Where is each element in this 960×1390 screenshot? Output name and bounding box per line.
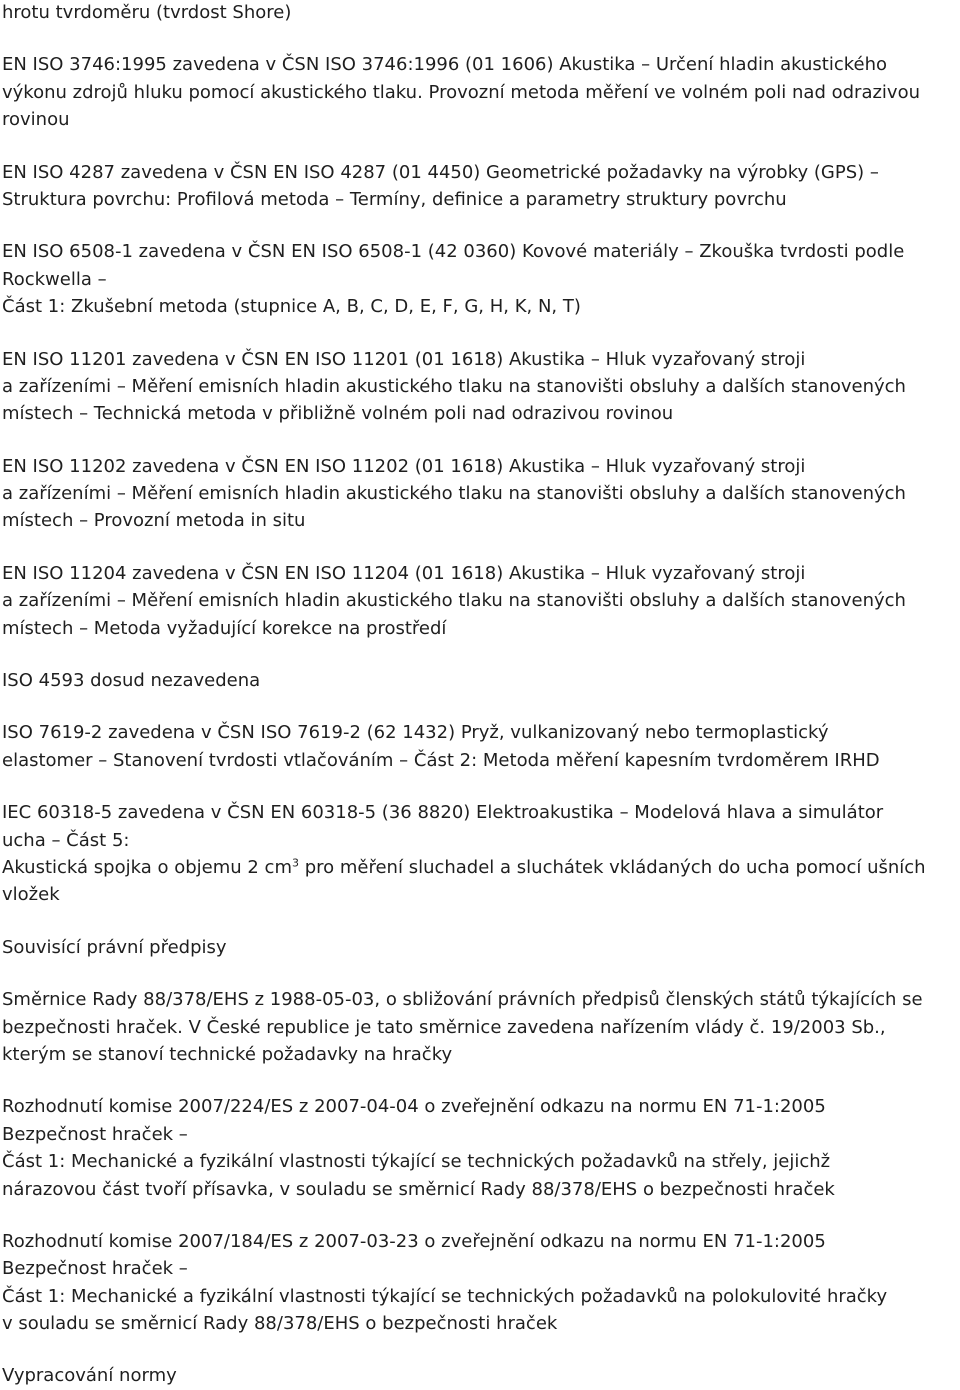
text-line: bezpečnosti hraček. V České republice je tato směrnice zavedena nařízením vlády č. 19/2003 Sb., [2,1016,886,1038]
text-line: EN ISO 11202 zavedena v ČSN EN ISO 11202 (01 1618) Akustika – Hluk vyzařovaný stroji [2,455,806,477]
text-line: Bezpečnost hraček – [2,1258,188,1280]
text-line: výkonu zdrojů hluku pomocí akustického tlaku. Provozní metoda měření ve volném poli nad odrazivou [2,81,920,103]
text-line: ucha – Část 5: [2,829,130,851]
text-line: EN ISO 11204 zavedena v ČSN EN ISO 11204 (01 1618) Akustika – Hluk vyzařovaný stroji [2,562,806,584]
text-line: EN ISO 11201 zavedena v ČSN EN ISO 11201 (01 1618) Akustika – Hluk vyzařovaný stroji [2,348,806,370]
text-line: Rozhodnutí komise 2007/224/ES z 2007-04-04 o zveřejnění odkazu na normu EN 71-1:2005 [2,1096,826,1118]
text-line: Bezpečnost hraček – [2,1123,188,1145]
text-line: Část 1: Mechanické a fyzikální vlastnosti týkající se technických požadavků na střely, jejichž [2,1151,831,1173]
text-line: a zařízeními – Měření emisních hladin akustického tlaku na stanovišti obsluhy a dalších stanovených [2,375,906,397]
text-line: Souvisící právní předpisy [2,936,227,958]
text-line: a zařízeními – Měření emisních hladin akustického tlaku na stanovišti obsluhy a dalších stanovených [2,590,906,612]
paragraph-en-iso-11201 [2,346,960,428]
text-line: hrotu tvrdoměru (tvrdost Shore) [2,2,292,23]
text-line: v souladu se směrnicí Rady 88/378/EHS o bezpečnosti hraček [2,1313,558,1335]
paragraph-decision-2007-184 [2,1228,960,1338]
text-line: místech – Technická metoda v přibližně volném poli nad odrazivou rovinou [2,403,674,425]
text-line: Struktura povrchu: Profilová metoda – Termíny, definice a parametry struktury povrchu [2,188,787,210]
text-line: ISO 7619-2 zavedena v ČSN ISO 7619-2 (62 1432) Pryž, vulkanizovaný nebo termoplastický [2,722,829,744]
text-segment: Akustická spojka o objemu 2 cm [2,856,292,878]
paragraph-iec-60318-5 [2,799,960,909]
text-line: ISO 4593 dosud nezavedena [2,670,261,692]
text-line: a zařízeními – Měření emisních hladin akustického tlaku na stanovišti obsluhy a dalších stanovených [2,483,906,505]
paragraph-en-iso-4287 [2,159,960,214]
text-line: nárazovou část tvoří přísavka, v souladu se směrnicí Rady 88/378/EHS o bezpečnosti hraček [2,1178,835,1200]
superscript: 3 [291,856,299,870]
text-line: Rozhodnutí komise 2007/184/ES z 2007-03-23 o zveřejnění odkazu na normu EN 71-1:2005 [2,1230,826,1252]
text-line: EN ISO 6508-1 zavedena v ČSN EN ISO 6508-1 (42 0360) Kovové materiály – Zkouška tvrdosti podle [2,241,905,263]
paragraph-en-iso-3746 [2,51,960,133]
text-line: EN ISO 4287 zavedena v ČSN EN ISO 4287 (01 4450) Geometrické požadavky na výrobky (GPS) – [2,161,879,183]
text-line: Část 1: Zkušební metoda (stupnice A, B, C, D, E, F, G, H, K, N, T) [2,296,581,318]
text-segment: pro měření sluchadel a sluchátek vkládaných do ucha pomocí ušních [298,856,926,878]
paragraph-shore-hardness-fragment [2,0,960,26]
paragraph-directive-88-378 [2,986,960,1068]
paragraph-iso-7619-2 [2,719,960,774]
text-line: Část 1: Mechanické a fyzikální vlastnosti týkající se technických požadavků na polokulovité hračky [2,1285,888,1307]
paragraph-en-iso-11202 [2,453,960,535]
text-line: EN ISO 3746:1995 zavedena v ČSN ISO 3746:1996 (01 1606) Akustika – Určení hladin akustického [2,54,888,76]
text-line: IEC 60318-5 zavedena v ČSN EN 60318-5 (36 8820) Elektroakustika – Modelová hlava a simulátor [2,802,884,824]
text-line: místech – Metoda vyžadující korekce na prostředí [2,617,447,639]
text-line: Směrnice Rady 88/378/EHS z 1988-05-03, o sbližování právních předpisů členských států týkajících se [2,989,923,1011]
paragraph-en-iso-11204 [2,560,960,642]
text-line: Vypracování normy [2,1365,177,1387]
text-line: vložek [2,884,60,906]
text-line: místech – Provozní metoda in situ [2,510,306,532]
section-heading-standard-preparation [2,1362,960,1389]
text-line: rovinou [2,109,70,131]
paragraph-iso-4593 [2,667,960,694]
text-line: elastomer – Stanovení tvrdosti vtlačováním – Část 2: Metoda měření kapesním tvrdoměrem IRHD [2,749,880,771]
paragraph-en-iso-6508-1 [2,238,960,320]
text-line: Rockwella – [2,268,107,290]
text-line: kterým se stanoví technické požadavky na hračky [2,1043,453,1065]
paragraph-decision-2007-224 [2,1093,960,1203]
text-line-with-superscript [2,854,960,881]
section-heading-related-regulations [2,934,960,961]
